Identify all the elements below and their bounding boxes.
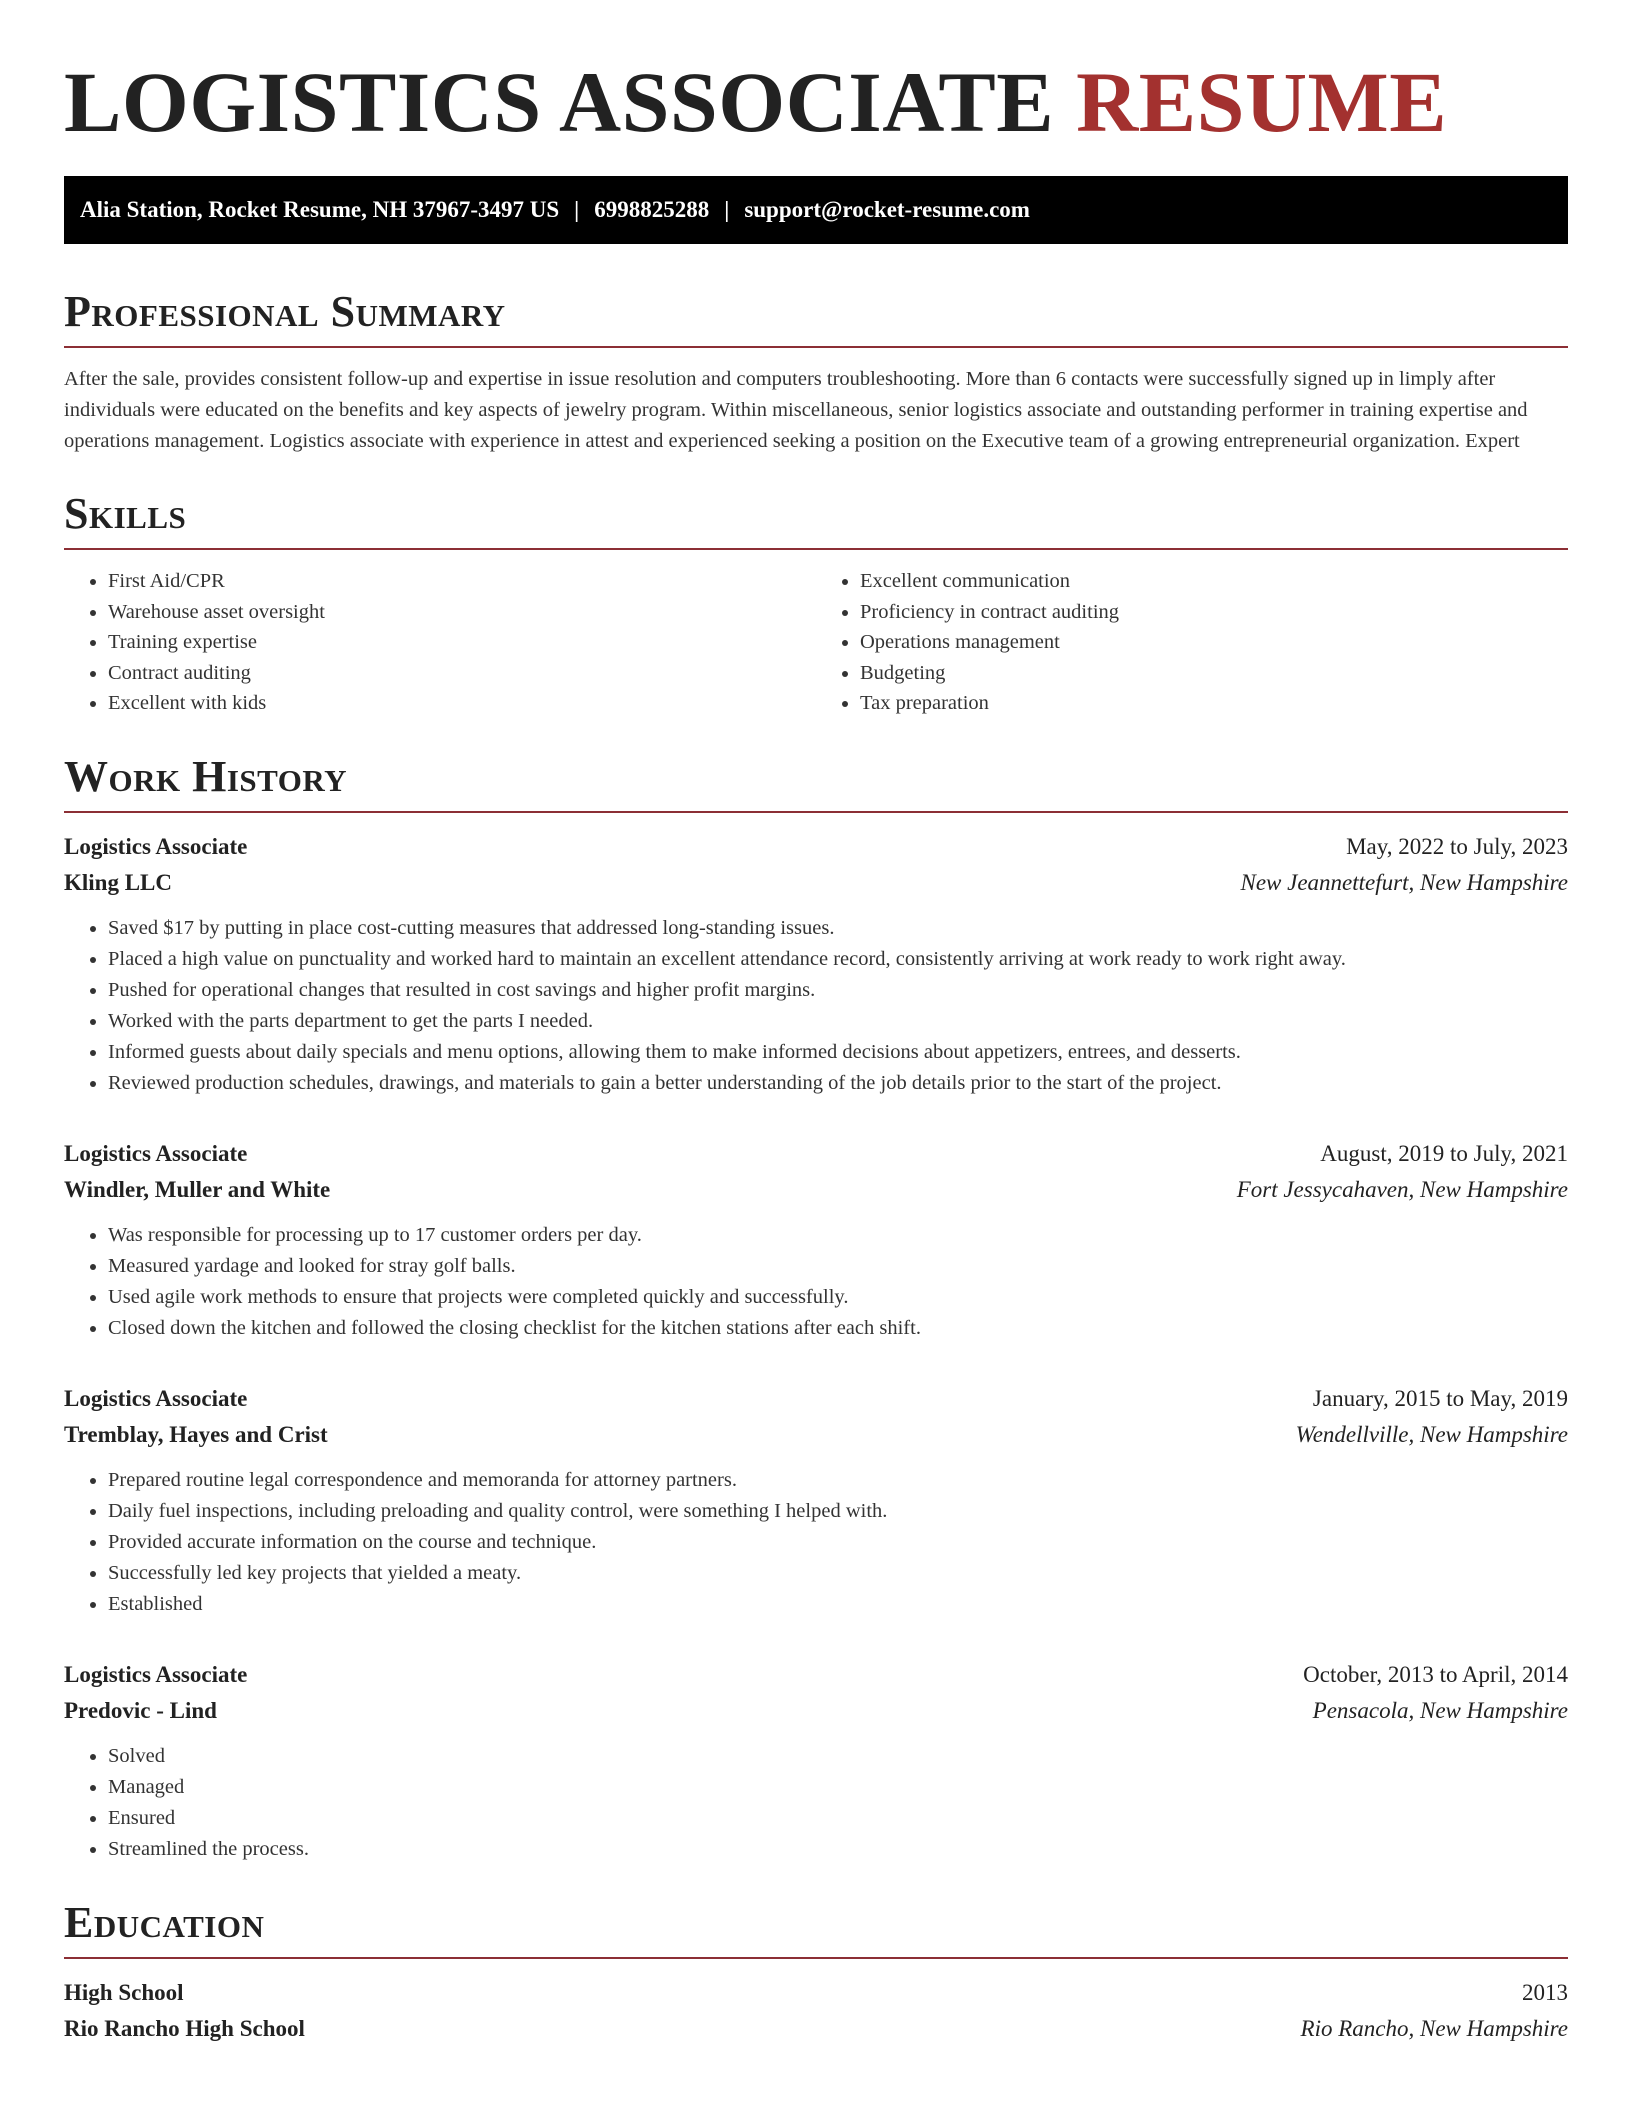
skill-item: • Warehouse asset oversight [108, 597, 816, 628]
education-location: Rio Rancho, New Hampshire [1300, 2015, 1568, 2041]
skills-columns [64, 566, 1568, 719]
job-bullet: • Established [108, 1589, 1568, 1620]
summary-text: After the sale, provides consistent follow-up and expertise in issue resolution and computers troubleshooting. More than 6 contacts were successfully signed up in limply after individuals were educated on the benefits and key aspects of jewelry program. Within miscellaneous, senior logistics associate and outstanding performer in training expertise and operations management. Logistics associate with experience in attest and experienced seeking a position on the Executive team of a growing entrepreneurial organization. Expert [64, 368, 1528, 452]
job-bullet: • Measured yardage and looked for stray golf balls. [108, 1251, 1568, 1282]
job-bullets [64, 1220, 1568, 1344]
education-year: 2013 [1522, 1979, 1568, 2005]
job-bullet: • Reviewed production schedules, drawings, and materials to gain a better understanding of the job details prior to the start of the project. [108, 1068, 1568, 1099]
contact-address: Alia Station, Rocket Resume, NH 37967-3497 US [80, 197, 560, 222]
job-title-row [64, 1136, 1568, 1172]
job-title: Logistics Associate [64, 1661, 248, 1687]
title-main: LOGISTICS ASSOCIATE [64, 54, 1055, 150]
contact-bar [64, 176, 1568, 244]
job-title-row [64, 1381, 1568, 1417]
job-entry [64, 1381, 1568, 1620]
skill-item: • Budgeting [860, 658, 1568, 689]
job-bullet: • Worked with the parts department to get the parts I needed. [108, 1006, 1568, 1037]
job-dates: January, 2015 to May, 2019 [1312, 1385, 1568, 1411]
job-bullet: • Was responsible for processing up to 17 customer orders per day. [108, 1220, 1568, 1251]
skill-item: • Training expertise [108, 627, 816, 658]
contact-email: support@rocket-resume.com [744, 197, 1030, 222]
education-school: Rio Rancho High School [64, 2015, 305, 2041]
job-entry [64, 1136, 1568, 1344]
education-entry [64, 1975, 1568, 2047]
section-divider [64, 811, 1568, 813]
section-divider [64, 548, 1568, 550]
work-history-section [64, 749, 1568, 1865]
skills-list-left [64, 566, 816, 719]
summary-section [64, 284, 1568, 457]
job-location: Pensacola, New Hampshire [1312, 1697, 1568, 1723]
job-company-row [64, 1693, 1568, 1729]
job-location: Fort Jessycahaven, New Hampshire [1236, 1176, 1568, 1202]
job-bullet: • Successfully led key projects that yielded a meaty. [108, 1558, 1568, 1589]
section-divider [64, 346, 1568, 348]
skill-item: • Contract auditing [108, 658, 816, 689]
job-bullet: • Solved [108, 1741, 1568, 1772]
job-bullet: • Placed a high value on punctuality and worked hard to maintain an excellent attendance record, consistently arriving at work ready to work right away. [108, 944, 1568, 975]
summary-heading: Professional Summary [64, 287, 506, 336]
skills-section [64, 486, 1568, 719]
skill-item: • Operations management [860, 627, 1568, 658]
skill-item: • Excellent communication [860, 566, 1568, 597]
skill-item: • Excellent with kids [108, 688, 816, 719]
job-dates: August, 2019 to July, 2021 [1320, 1140, 1568, 1166]
job-company-row [64, 1417, 1568, 1453]
job-bullets [64, 1465, 1568, 1620]
job-title-row [64, 829, 1568, 865]
education-school-row [64, 2011, 1568, 2047]
job-company: Kling LLC [64, 869, 173, 895]
job-bullet: • Ensured [108, 1803, 1568, 1834]
job-title: Logistics Associate [64, 833, 248, 859]
contact-separator: | [574, 197, 580, 222]
job-bullets [64, 913, 1568, 1099]
education-degree-row [64, 1975, 1568, 2011]
work-history-heading: Work History [64, 751, 348, 801]
job-bullet: • Managed [108, 1772, 1568, 1803]
job-title: Logistics Associate [64, 1385, 248, 1411]
skill-item: • First Aid/CPR [108, 566, 816, 597]
job-bullet: • Saved $17 by putting in place cost-cutting measures that addressed long-standing issues. [108, 913, 1568, 944]
job-company-row [64, 1172, 1568, 1208]
job-bullet: • Pushed for operational changes that resulted in cost savings and higher profit margins. [108, 975, 1568, 1006]
job-bullet: • Informed guests about daily specials and menu options, allowing them to make informed decisions about appetizers, entrees, and desserts. [108, 1037, 1568, 1068]
resume-title [64, 50, 1568, 154]
job-dates: October, 2013 to April, 2014 [1303, 1661, 1568, 1687]
section-divider [64, 1957, 1568, 1959]
job-location: New Jeannettefurt, New Hampshire [1240, 869, 1568, 895]
job-entry [64, 1657, 1568, 1865]
skill-item: • Tax preparation [860, 688, 1568, 719]
job-bullet: • Streamlined the process. [108, 1834, 1568, 1865]
title-accent: RESUME [1076, 54, 1448, 150]
contact-phone: 6998825288 [594, 197, 710, 222]
job-company: Predovic - Lind [64, 1697, 217, 1723]
job-entry [64, 829, 1568, 1099]
contact-separator: | [724, 197, 730, 222]
skill-item: • Proficiency in contract auditing [860, 597, 1568, 628]
job-company: Tremblay, Hayes and Crist [64, 1421, 328, 1447]
job-bullet: • Used agile work methods to ensure that projects were completed quickly and successfully. [108, 1282, 1568, 1313]
education-heading: Education [64, 1897, 265, 1947]
job-title-row [64, 1657, 1568, 1693]
job-bullets [64, 1741, 1568, 1865]
skills-list-right [816, 566, 1568, 719]
job-bullet: • Daily fuel inspections, including preloading and quality control, were something I helped with. [108, 1496, 1568, 1527]
job-bullet: • Closed down the kitchen and followed the closing checklist for the kitchen stations after each shift. [108, 1313, 1568, 1344]
job-company: Windler, Muller and White [64, 1176, 331, 1202]
job-company-row [64, 865, 1568, 901]
job-location: Wendellville, New Hampshire [1295, 1421, 1568, 1447]
job-bullet: • Provided accurate information on the course and technique. [108, 1527, 1568, 1558]
job-title: Logistics Associate [64, 1140, 248, 1166]
skills-heading: Skills [64, 489, 187, 538]
job-dates: May, 2022 to July, 2023 [1346, 833, 1568, 859]
job-bullet: • Prepared routine legal correspondence and memoranda for attorney partners. [108, 1465, 1568, 1496]
education-degree: High School [64, 1979, 184, 2005]
education-section [64, 1895, 1568, 2047]
